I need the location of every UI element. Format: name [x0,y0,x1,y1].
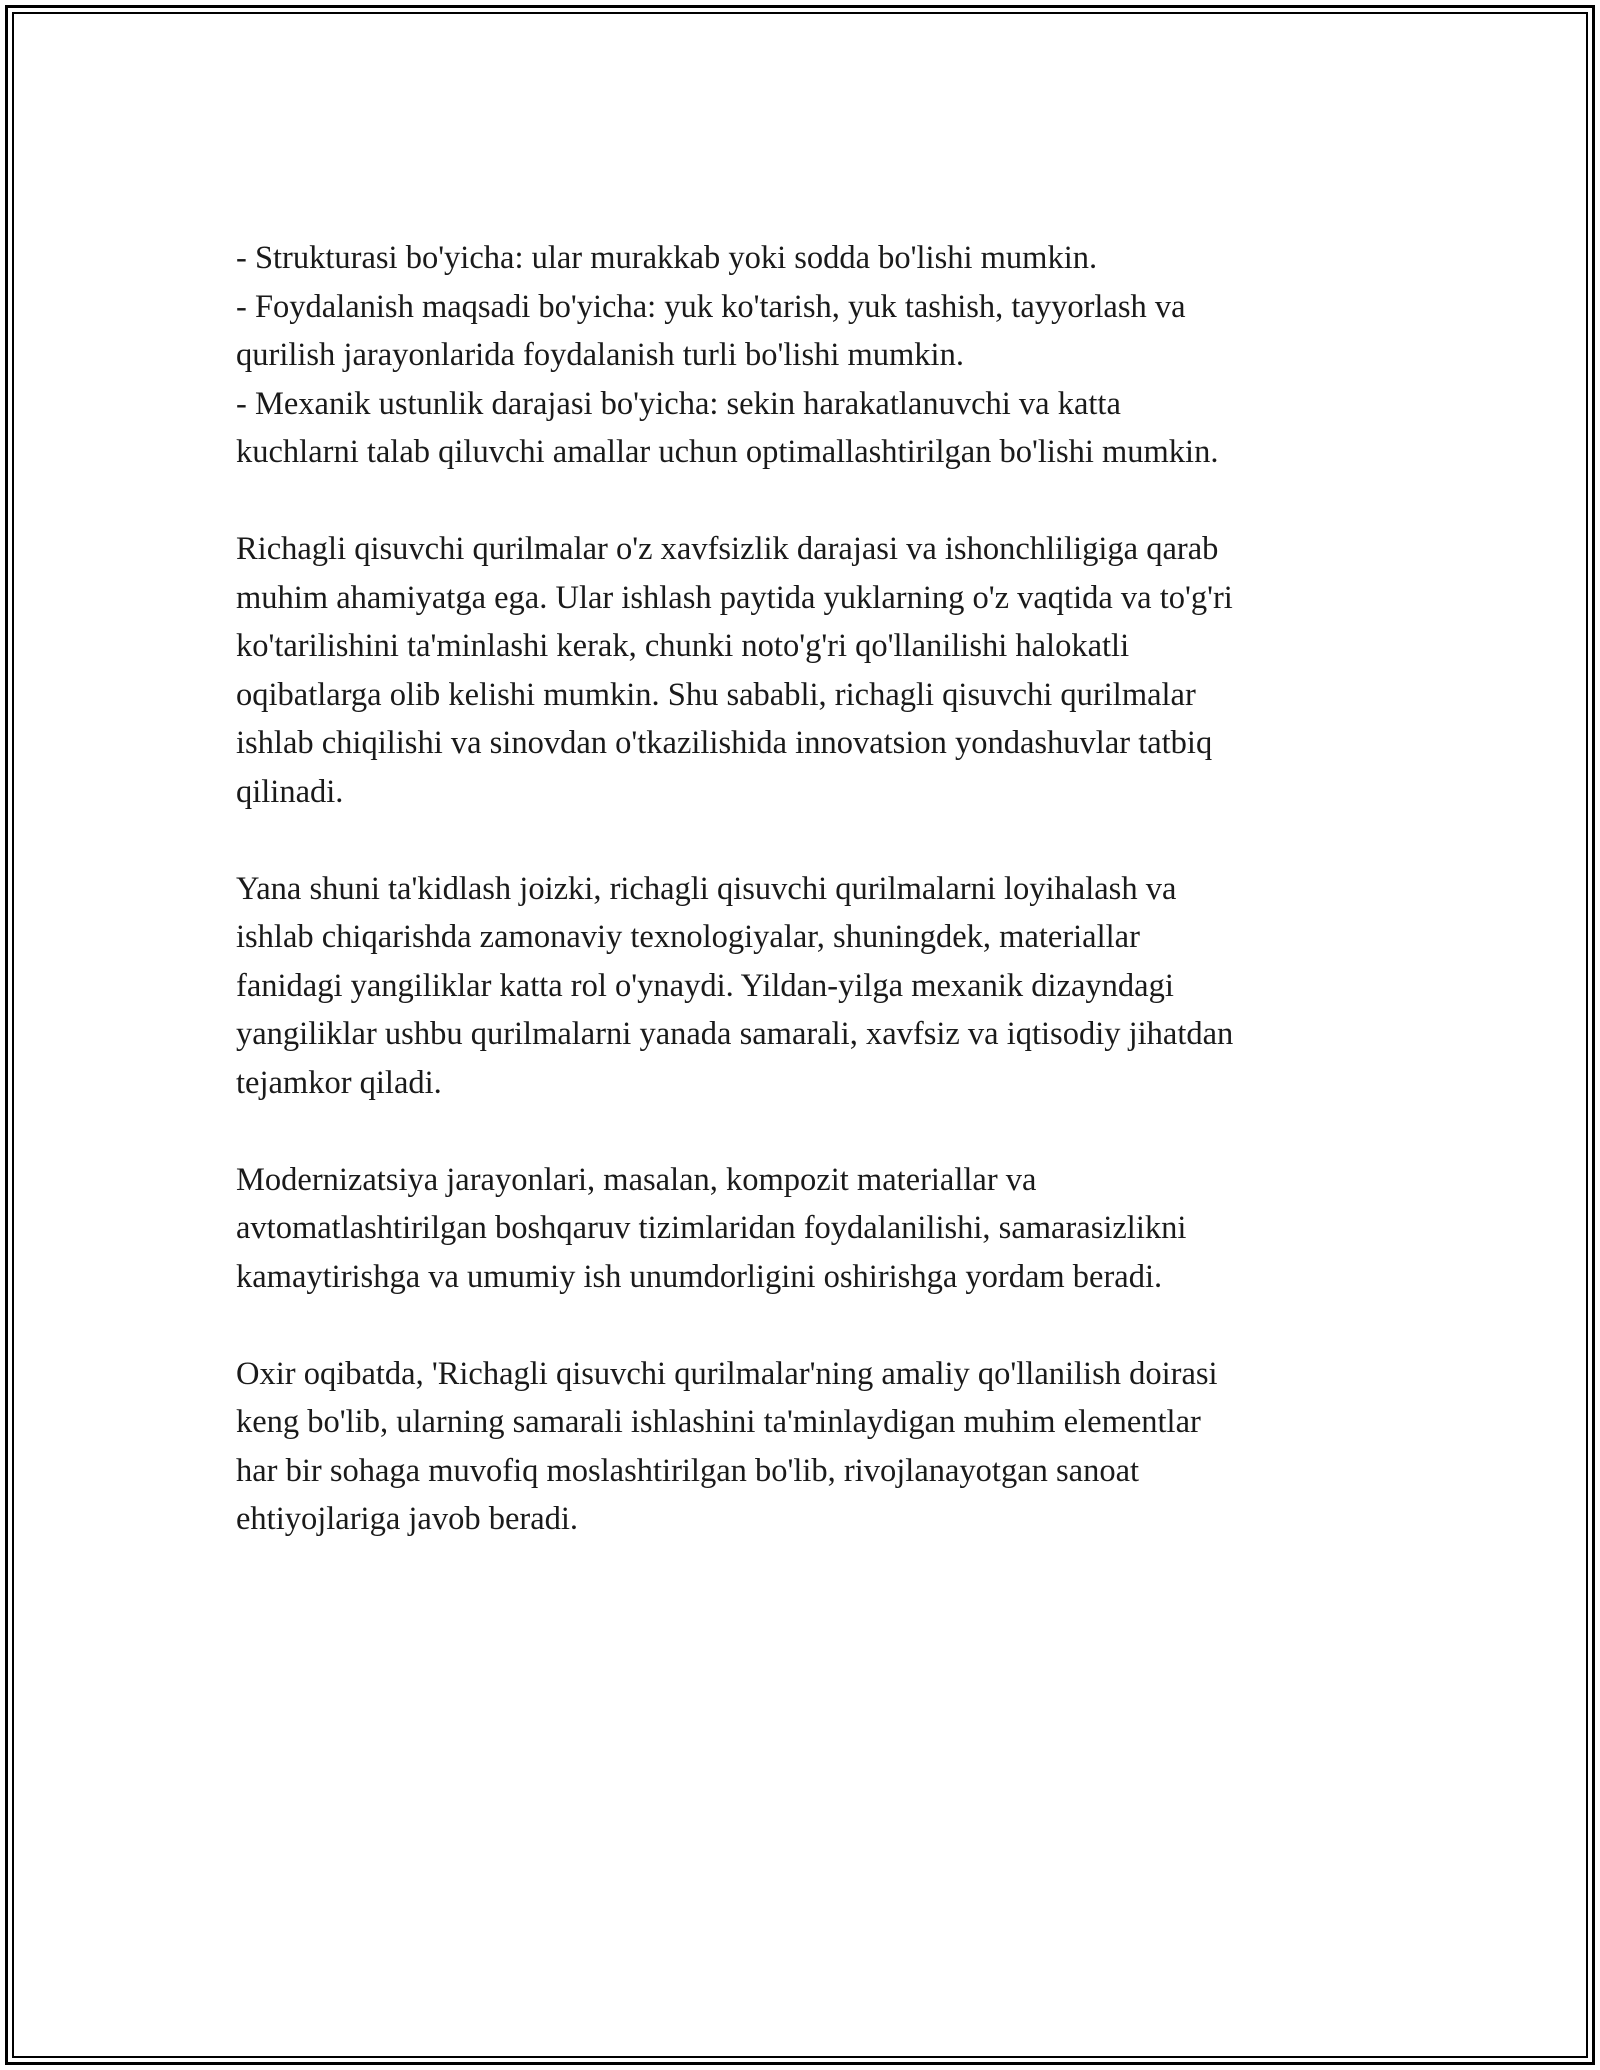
text-line: qilinadi. [236,773,344,810]
text-line: ehtiyojlariga javob beradi. [236,1501,579,1537]
text-line: muhim ahamiyatga ega. Ular ishlash paytida yuklarning o'z vaqtida va to'g'ri [236,579,1233,616]
text-line: ishlab chiqilishi va sinovdan o'tkazilishida innovatsion yondashuvlar tatbiq [236,725,1213,761]
text-line: - Foydalanish maqsadi bo'yicha: yuk ko'tarish, yuk tashish, tayyorlash va [236,288,1186,325]
text-line: har bir sohaga muvofiq moslashtirilgan bo'lib, rivojlanayotgan sanoat [236,1452,1140,1489]
text-line: - Mexanik ustunlik darajasi bo'yicha: sekin harakatlanuvchi va katta [236,385,1121,422]
document-body [236,234,1376,1592]
paragraph-technologies [236,865,1376,1108]
text-line: kamaytirishga va umumiy ish unumdorligini oshirishga yordam beradi. [236,1258,1163,1295]
text-line: avtomatlashtirilgan boshqaruv tizimlaridan foydalanilishi, samarasizlikni [236,1210,1187,1246]
text-line: ishlab chiqarishda zamonaviy texnologiyalar, shuningdek, materiallar [236,919,1140,955]
paragraph-classification-list [236,234,1376,477]
paragraph-modernization [236,1156,1376,1302]
text-line: keng bo'lib, ularning samarali ishlashini ta'minlaydigan muhim elementlar [236,1404,1201,1440]
paragraph-safety [236,525,1376,816]
text-line: Yana shuni ta'kidlash joizki, richagli qisuvchi qurilmalarni loyihalash va [236,870,1177,907]
paragraph-conclusion [236,1350,1376,1544]
text-line: tejamkor qiladi. [236,1064,442,1101]
text-line: yangiliklar ushbu qurilmalarni yanada samarali, xavfsiz va iqtisodiy jihatdan [236,1016,1234,1052]
text-line: Richagli qisuvchi qurilmalar o'z xavfsizlik darajasi va ishonchliligiga qarab [236,531,1219,567]
text-line: oqibatlarga olib kelishi mumkin. Shu sababli, richagli qisuvchi qurilmalar [236,676,1196,713]
text-line: kuchlarni talab qiluvchi amallar uchun optimallashtirilgan bo'lishi mumkin. [236,434,1219,470]
text-line: fanidagi yangiliklar katta rol o'ynaydi. Yildan-yilga mexanik dizayndagi [236,967,1174,1004]
text-line: - Strukturasi bo'yicha: ular murakkab yoki sodda bo'lishi mumkin. [236,240,1098,276]
text-line: ko'tarilishini ta'minlashi kerak, chunki noto'g'ri qo'llanilishi halokatli [236,628,1130,664]
text-line: Modernizatsiya jarayonlari, masalan, kompozit materiallar va [236,1161,1037,1198]
text-line: Oxir oqibatda, 'Richagli qisuvchi qurilmalar'ning amaliy qo'llanilish doirasi [236,1355,1218,1392]
text-line: qurilish jarayonlarida foydalanish turli bo'lishi mumkin. [236,337,964,373]
